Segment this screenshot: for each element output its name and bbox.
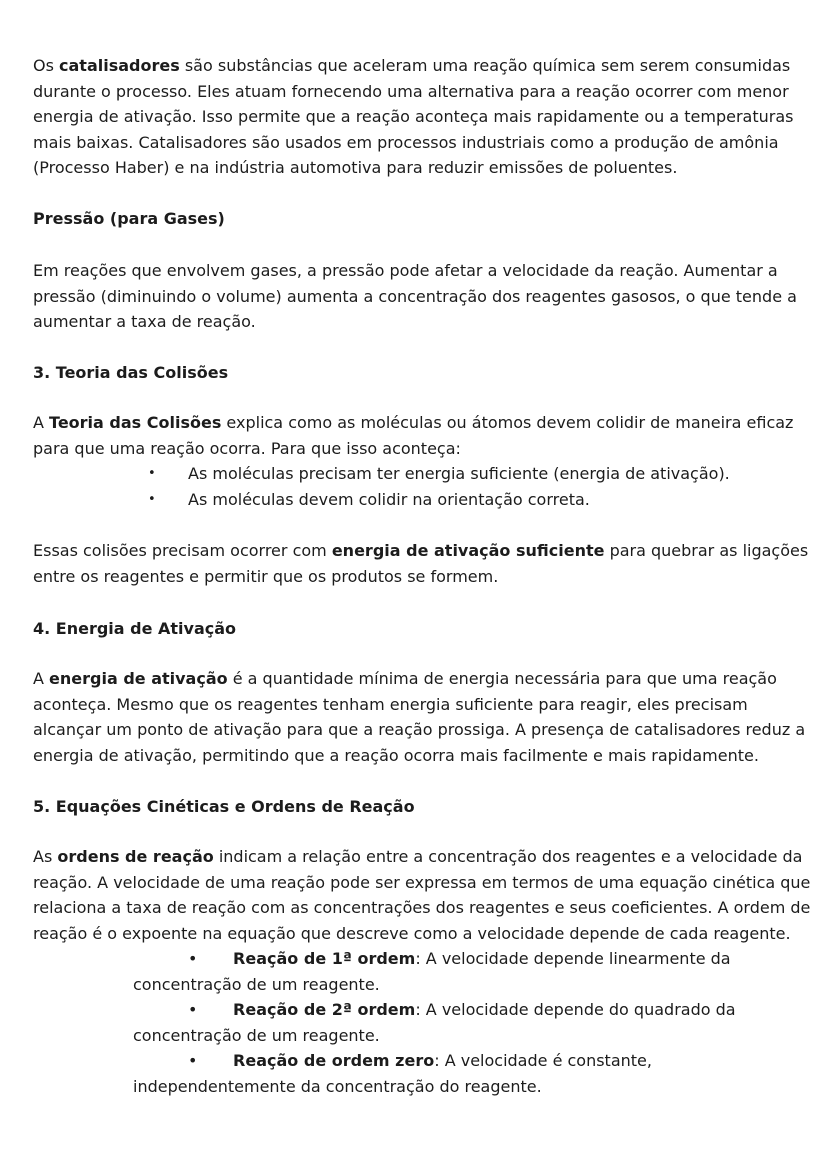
activation-energy-term: energia de ativação suficiente: [331, 541, 605, 560]
collision-theory-heading: 3. Teoria das Colisões: [33, 363, 229, 382]
activation-energy-heading: 4. Energia de Ativação: [33, 619, 237, 638]
list-item: • Reação de ordem zero: A velocidade é constante, independentemente da concentração do reagente.: [133, 1051, 652, 1096]
second-order-term: Reação de 2ª ordem: [233, 1000, 416, 1020]
catalysts-paragraph: Os catalisadores são substâncias que aceleram uma reação química sem serem consumidas durante o processo. Eles atuam fornecendo uma alternativa para a reação ocorrer com menor energia de ativação. Isso permite que a reação aconteça mais rapidamente ou a temperaturas mais baixas. Catalisadores são usados em processos industriais como a produção de amônia (Processo Haber) e na indústria automotiva para reduzir emissões de poluentes.: [33, 56, 794, 178]
bullet-icon: •: [188, 1051, 234, 1071]
collision-theory-term: Teoria das Colisões: [49, 413, 222, 432]
bullet-icon: •: [188, 1000, 234, 1020]
collision-conditions-list: [133, 461, 803, 512]
list-item: • As moléculas precisam ter energia suficiente (energia de ativação).: [133, 461, 803, 487]
kinetics-heading: 5. Equações Cinéticas e Ordens de Reação: [33, 797, 415, 816]
collision-theory-paragraph: A Teoria das Colisões explica como as moléculas ou átomos devem colidir de maneira eficaz para que uma reação ocorra. Para que isso aconteça:: [33, 413, 794, 458]
reaction-orders-paragraph: As ordens de reação indicam a relação entre a concentração dos reagentes e a velocidade da reação. A velocidade de uma reação pode ser expressa em termos de uma equação cinética que relaciona a taxa de reação com as concentrações dos reagentes e seus coeficientes. A ordem de reação é o expoente na equação que descreve como a velocidade depende de cada reagente.: [33, 847, 811, 943]
pressure-heading: Pressão (para Gases): [33, 209, 225, 228]
list-item: • Reação de 2ª ordem: A velocidade depende do quadrado da concentração de um reagente.: [133, 1000, 736, 1045]
list-item: • Reação de 1ª ordem: A velocidade depende linearmente da concentração de um reagente.: [133, 949, 731, 994]
reaction-orders-list: [133, 946, 813, 1100]
bullet-icon: •: [188, 949, 234, 968]
pressure-paragraph: Em reações que envolvem gases, a pressão pode afetar a velocidade da reação. Aumentar a pressão (diminuindo o volume) aumenta a concentração dos reagentes gasosos, o que tende a aumentar a taxa de reação.: [33, 261, 797, 332]
activation-energy-definition-term: energia de ativação: [49, 669, 228, 688]
zero-order-term: Reação de ordem zero: [233, 1051, 435, 1071]
activation-energy-paragraph: A energia de ativação é a quantidade mínima de energia necessária para que uma reação aconteça. Mesmo que os reagentes tenham energia suficiente para reagir, eles precisam alcançar um ponto de ativação para que a reação prossiga. A presença de catalisadores reduz a energia de ativação, permitindo que a reação ocorra mais facilmente e mais rapidamente.: [33, 669, 806, 765]
collision-energy-paragraph: Essas colisões precisam ocorrer com energia de ativação suficiente para quebrar as ligações entre os reagentes e permitir que os produtos se formem.: [33, 541, 809, 586]
first-order-term: Reação de 1ª ordem: [233, 949, 416, 968]
list-item: • As moléculas devem colidir na orientação correta.: [133, 487, 803, 513]
catalysts-term: catalisadores: [59, 56, 180, 75]
reaction-orders-term: ordens de reação: [57, 847, 214, 866]
